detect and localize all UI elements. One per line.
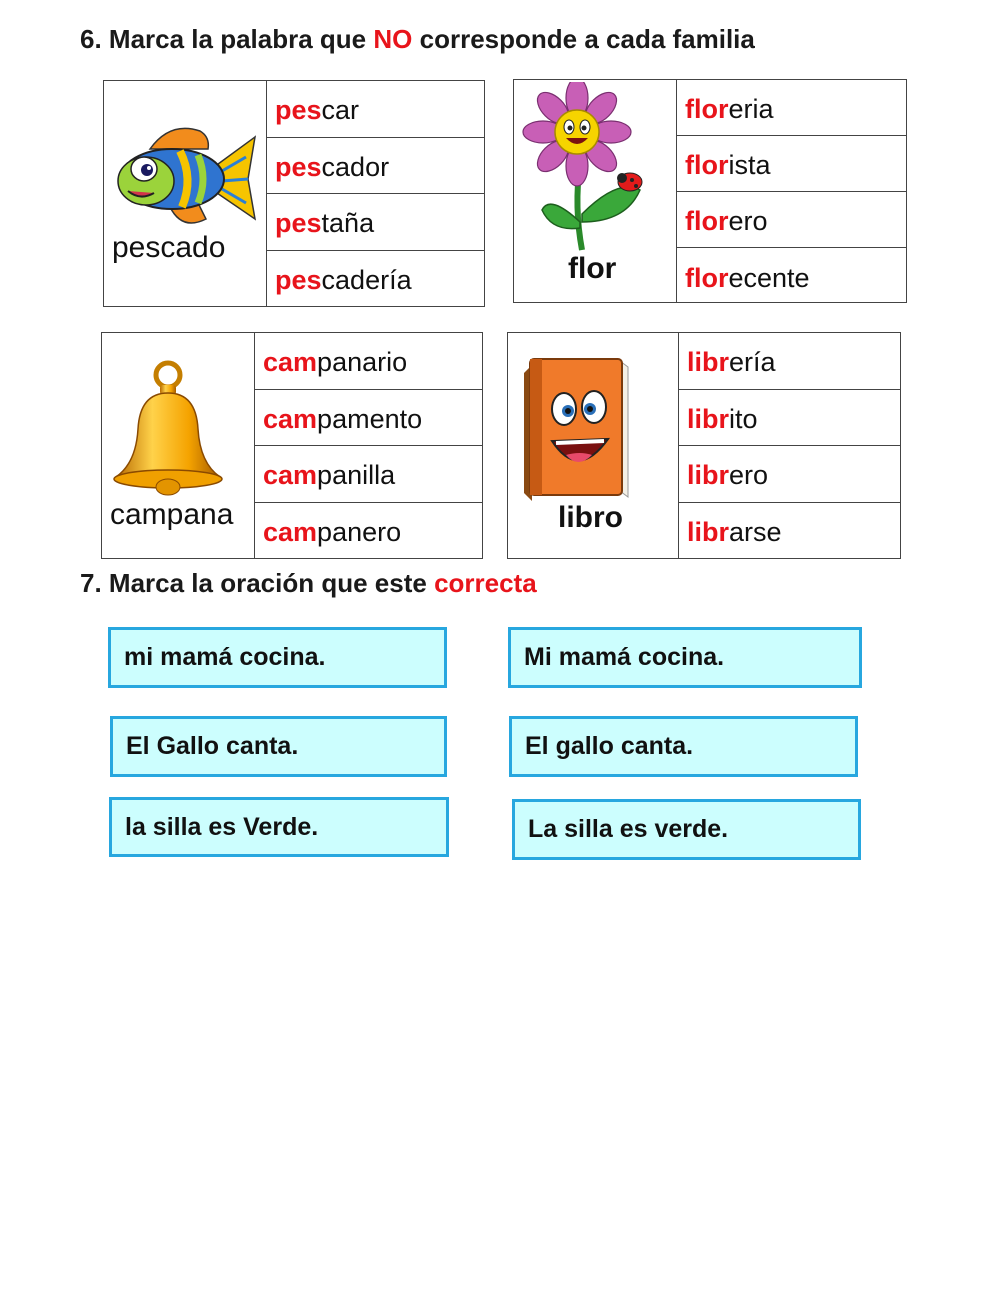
question-text: Marca la palabra que bbox=[108, 24, 367, 54]
family-image-cell bbox=[102, 333, 255, 558]
word-option[interactable]: libr ito bbox=[678, 390, 900, 447]
word-list bbox=[678, 333, 900, 558]
question-highlight: correcta bbox=[434, 568, 537, 598]
fish-icon bbox=[110, 119, 260, 239]
word-option[interactable]: flor ista bbox=[676, 136, 906, 192]
word-option[interactable]: flor eria bbox=[676, 80, 906, 136]
word-option[interactable]: pes car bbox=[266, 81, 484, 138]
word-option[interactable]: pes taña bbox=[266, 194, 484, 251]
word-family-campana bbox=[101, 332, 483, 559]
sentence-option[interactable]: El Gallo canta. bbox=[110, 716, 447, 777]
family-root-word: pescado bbox=[112, 231, 226, 264]
word-family-pescado bbox=[103, 80, 485, 307]
family-image-cell bbox=[508, 333, 679, 558]
word-option[interactable]: pes cadería bbox=[275, 265, 412, 296]
word-option[interactable]: cam pamento bbox=[254, 390, 482, 447]
flower-icon bbox=[522, 82, 662, 252]
sentence-option[interactable]: la silla es Verde. bbox=[109, 797, 449, 857]
word-option[interactable]: libr ería bbox=[678, 333, 900, 390]
family-image-cell bbox=[104, 81, 267, 306]
word-option[interactable]: cam panero bbox=[263, 517, 402, 548]
family-root-word: campana bbox=[110, 498, 234, 531]
book-icon bbox=[516, 351, 636, 501]
word-option[interactable]: flor ecente bbox=[685, 262, 810, 293]
question-highlight: NO bbox=[373, 24, 413, 54]
question-number: 6. bbox=[80, 24, 102, 54]
sentence-option[interactable]: mi mamá cocina. bbox=[108, 627, 447, 688]
word-family-libro bbox=[507, 332, 901, 559]
family-root-word: flor bbox=[568, 252, 617, 285]
question-7-heading bbox=[80, 568, 537, 599]
word-option[interactable]: libr ero bbox=[678, 446, 900, 503]
question-6-heading bbox=[80, 24, 755, 55]
question-number: 7. bbox=[80, 568, 102, 598]
sentence-option[interactable]: La silla es verde. bbox=[512, 799, 861, 860]
word-list bbox=[254, 333, 482, 558]
word-option[interactable]: flor ero bbox=[676, 192, 906, 248]
word-list bbox=[266, 81, 484, 306]
word-option[interactable]: cam panario bbox=[254, 333, 482, 390]
word-option[interactable]: pes cador bbox=[266, 138, 484, 195]
question-text: Marca la oración que este bbox=[108, 568, 427, 598]
sentence-option[interactable]: Mi mamá cocina. bbox=[508, 627, 862, 688]
family-image-cell bbox=[514, 80, 677, 302]
word-family-flor bbox=[513, 79, 907, 303]
word-list bbox=[676, 80, 906, 302]
word-option[interactable]: libr arse bbox=[687, 517, 782, 548]
question-text-end: corresponde a cada familia bbox=[419, 24, 755, 54]
bell-icon bbox=[110, 359, 230, 499]
word-option[interactable]: cam panilla bbox=[254, 446, 482, 503]
sentence-option[interactable]: El gallo canta. bbox=[509, 716, 858, 777]
family-root-word: libro bbox=[558, 501, 623, 534]
